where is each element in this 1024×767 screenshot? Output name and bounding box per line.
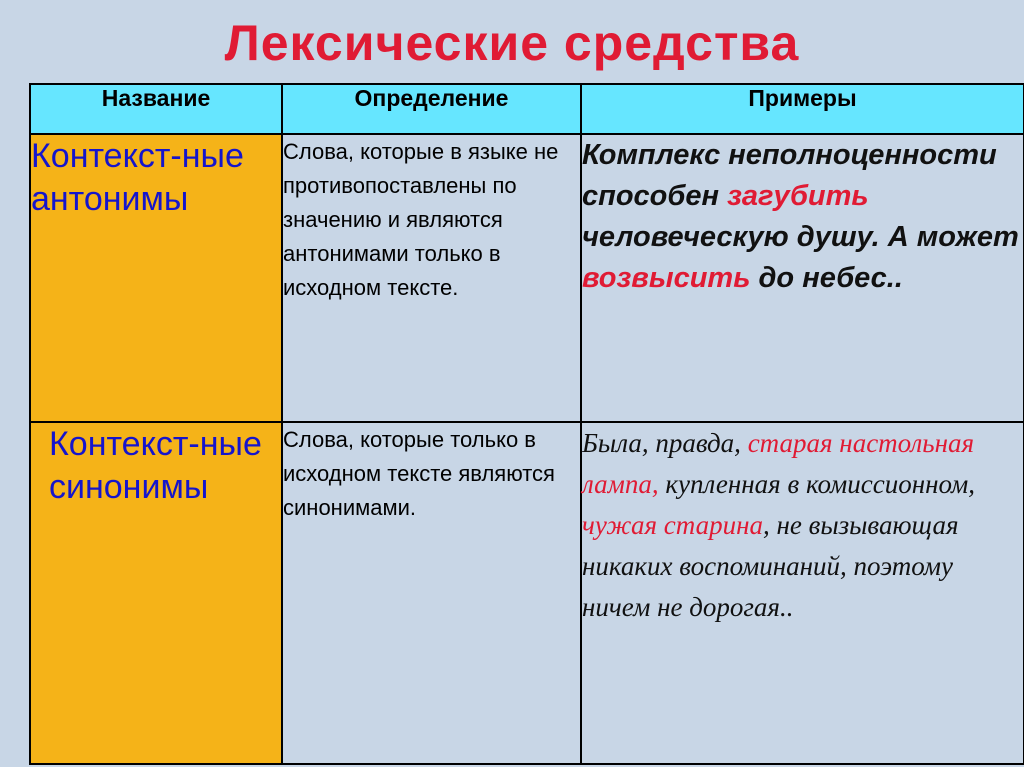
- table-header-row: [30, 84, 1024, 134]
- example-highlight: возвысить: [582, 262, 751, 294]
- header-examples: Примеры: [581, 84, 1024, 134]
- page-title: Лексические средства: [224, 15, 800, 71]
- lexical-means-table: [29, 83, 1024, 765]
- example-text: , не вызывающая никаких воспоминаний, поэтому ничем не дорогая..: [582, 510, 959, 622]
- definition-cell: Слова, которые в языке не противопоставлены по значению и являются антонимами только в исходном тексте.: [282, 134, 581, 422]
- example-text: Комплекс неполноценности способен: [582, 139, 997, 212]
- example-text: Была, правда,: [582, 428, 748, 458]
- example-text: человеческую душу. А может: [582, 221, 1019, 253]
- table-row: [30, 422, 1024, 764]
- definition-cell: Слова, которые только в исходном тексте являются синонимами.: [282, 422, 581, 764]
- example-highlight: старая настольная лампа,: [582, 428, 975, 499]
- example-text: купленная в комиссионном,: [658, 469, 975, 499]
- header-name: Название: [30, 84, 282, 134]
- table-row: [30, 134, 1024, 422]
- example-cell: [581, 422, 1024, 764]
- example-cell: [581, 134, 1024, 422]
- example-highlight: загубить: [727, 180, 869, 212]
- term-cell: Контекст-ные синонимы: [30, 422, 282, 764]
- example-text: до небес..: [750, 262, 903, 294]
- term-cell: Контекст-ные антонимы: [30, 134, 282, 422]
- header-definition: Определение: [282, 84, 581, 134]
- example-highlight: чужая старина: [582, 510, 763, 540]
